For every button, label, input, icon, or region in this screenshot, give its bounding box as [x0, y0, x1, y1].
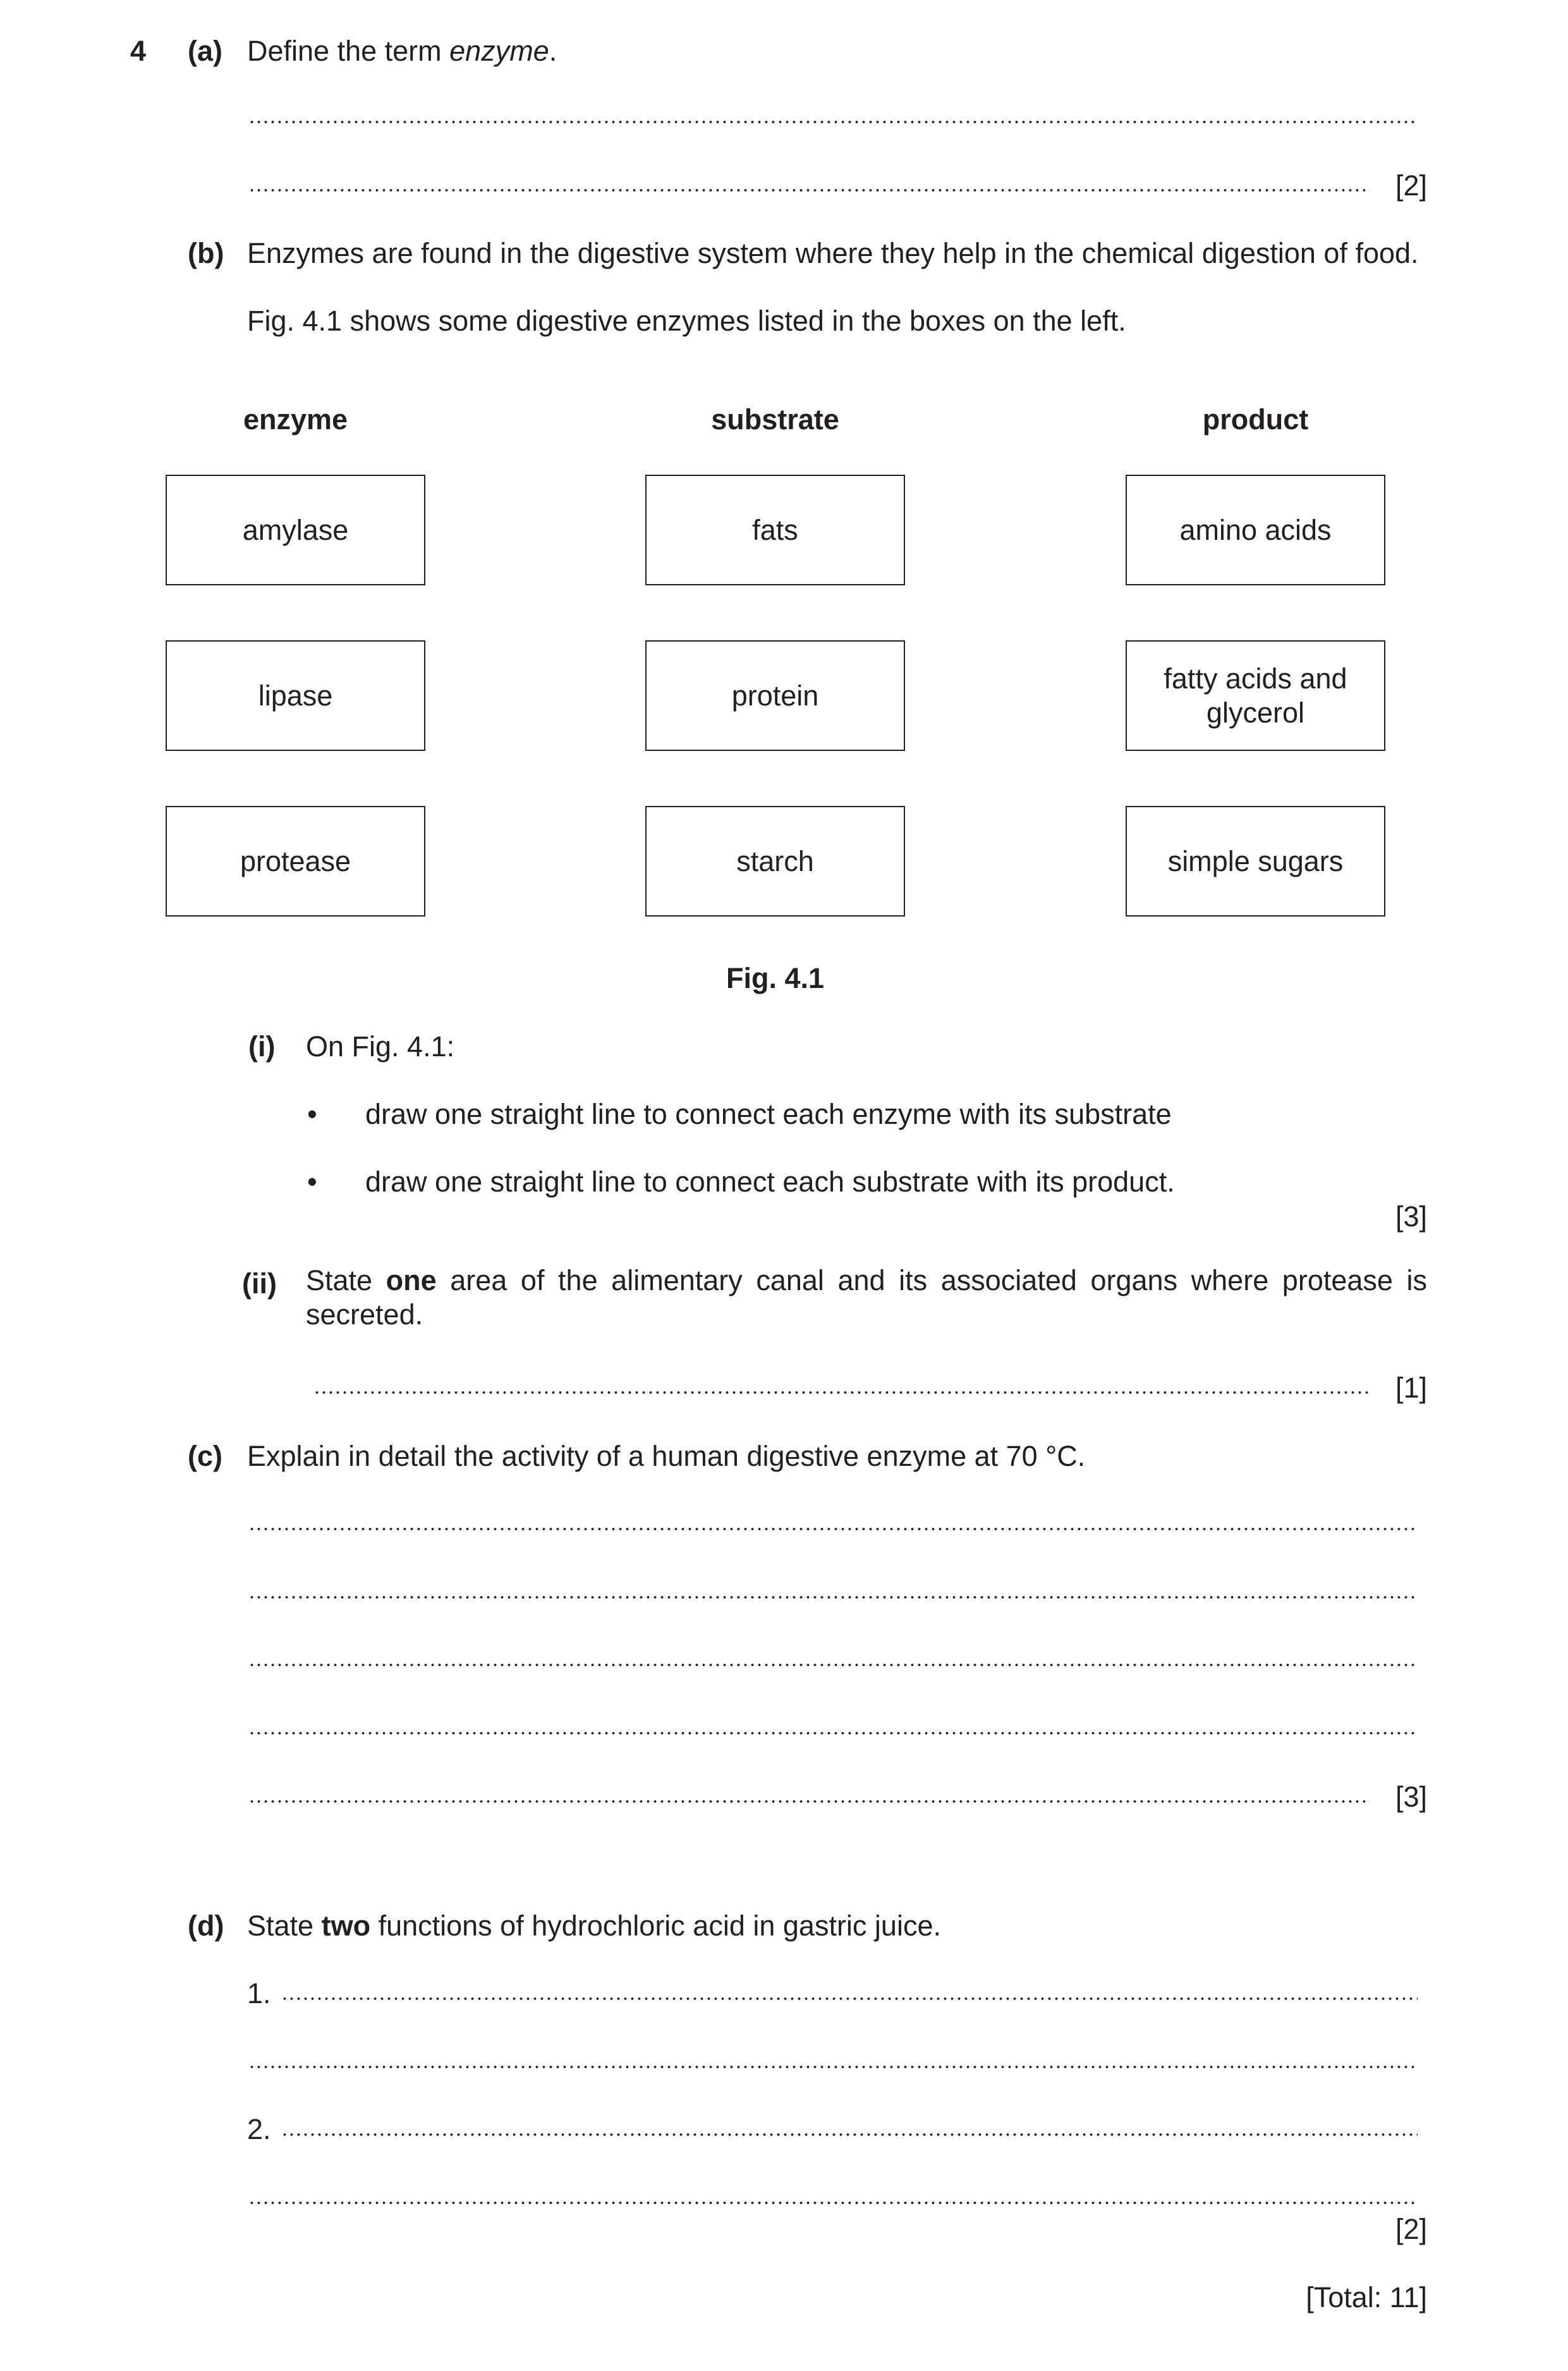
substrate-box-protein[interactable] [645, 640, 905, 751]
answer-1-label: 1. [247, 1977, 271, 2009]
enzyme-label: protease [240, 844, 351, 877]
bullet-instruction-2: draw one straight line to connect each substrate with its product. [365, 1166, 1175, 1198]
bullet-icon: • [307, 1166, 317, 1198]
bullet-instruction-1: draw one straight line to connect each enzyme with its substrate [365, 1098, 1172, 1130]
marks-a: [2] [1395, 169, 1427, 202]
product-box-amino-acids[interactable] [1126, 475, 1385, 585]
answer-line-a-1[interactable] [248, 119, 1418, 125]
answer-line-d-2a[interactable] [281, 2132, 1418, 2137]
part-b-label: (b) [188, 237, 224, 269]
product-label-line-2: glycerol [1206, 696, 1305, 729]
question-number: 4 [130, 35, 147, 67]
part-c-question: Explain in detail the activity of a human digestive enzyme at 70 °C. [247, 1440, 1086, 1472]
enzyme-header: enzyme [243, 403, 348, 436]
substrate-box-fats[interactable] [645, 475, 905, 585]
answer-line-c-4[interactable] [248, 1731, 1418, 1736]
product-label: amino acids [1179, 513, 1332, 546]
part-b-fig-intro: Fig. 4.1 shows some digestive enzymes listed in the boxes on the left. [247, 305, 1126, 337]
substrate-label: protein [731, 679, 819, 712]
product-label: simple sugars [1167, 844, 1344, 877]
answer-line-d-2b[interactable] [248, 2200, 1418, 2205]
part-a-label: (a) [188, 35, 222, 67]
part-b-ii-label: (ii) [242, 1267, 277, 1300]
enzyme-box-amylase[interactable] [166, 475, 425, 585]
answer-line-a-2[interactable] [248, 188, 1370, 193]
substrate-label: starch [736, 844, 814, 877]
part-d-label: (d) [188, 1910, 224, 1942]
figure-caption: Fig. 4.1 [726, 962, 825, 994]
answer-line-d-1b[interactable] [248, 2064, 1418, 2069]
answer-line-c-5[interactable] [248, 1799, 1370, 1804]
question-total: [Total: 11] [1306, 2281, 1427, 2313]
enzyme-box-lipase[interactable] [166, 640, 425, 751]
product-label-line-1: fatty acids and [1164, 662, 1347, 695]
answer-line-c-2[interactable] [248, 1595, 1418, 1600]
answer-line-c-3[interactable] [248, 1662, 1418, 1667]
part-b-i-label: (i) [248, 1030, 276, 1063]
part-b-ii-question: State one area of the alimentary canal and its associated organs where protease is secreted. [306, 1264, 1428, 1331]
bullet-icon: • [307, 1098, 317, 1130]
answer-line-d-1a[interactable] [281, 1996, 1418, 2001]
product-header: product [1202, 403, 1309, 436]
part-d-question: State two functions of hydrochloric acid in gastric juice. [247, 1910, 941, 1942]
part-b-i-text: On Fig. 4.1: [306, 1030, 455, 1063]
product-box-fatty-acids-glycerol[interactable] [1126, 640, 1385, 751]
part-c-label: (c) [188, 1440, 222, 1472]
enzyme-label: amylase [242, 513, 349, 546]
enzyme-label: lipase [258, 679, 333, 712]
marks-d: [2] [1395, 2213, 1427, 2245]
substrate-box-starch[interactable] [645, 806, 905, 917]
marks-b-i: [3] [1395, 1200, 1427, 1233]
substrate-label: fats [752, 513, 798, 546]
part-a-question: Define the term enzyme. [247, 35, 557, 67]
marks-b-ii: [1] [1395, 1372, 1427, 1404]
answer-line-c-1[interactable] [248, 1527, 1418, 1532]
enzyme-box-protease[interactable] [166, 806, 425, 917]
answer-line-b-ii[interactable] [313, 1390, 1370, 1395]
answer-2-label: 2. [247, 2113, 271, 2145]
substrate-header: substrate [711, 403, 839, 436]
part-b-intro: Enzymes are found in the digestive system where they help in the chemical digestion of food. [247, 237, 1419, 269]
product-box-simple-sugars[interactable] [1126, 806, 1385, 917]
marks-c: [3] [1395, 1781, 1427, 1813]
